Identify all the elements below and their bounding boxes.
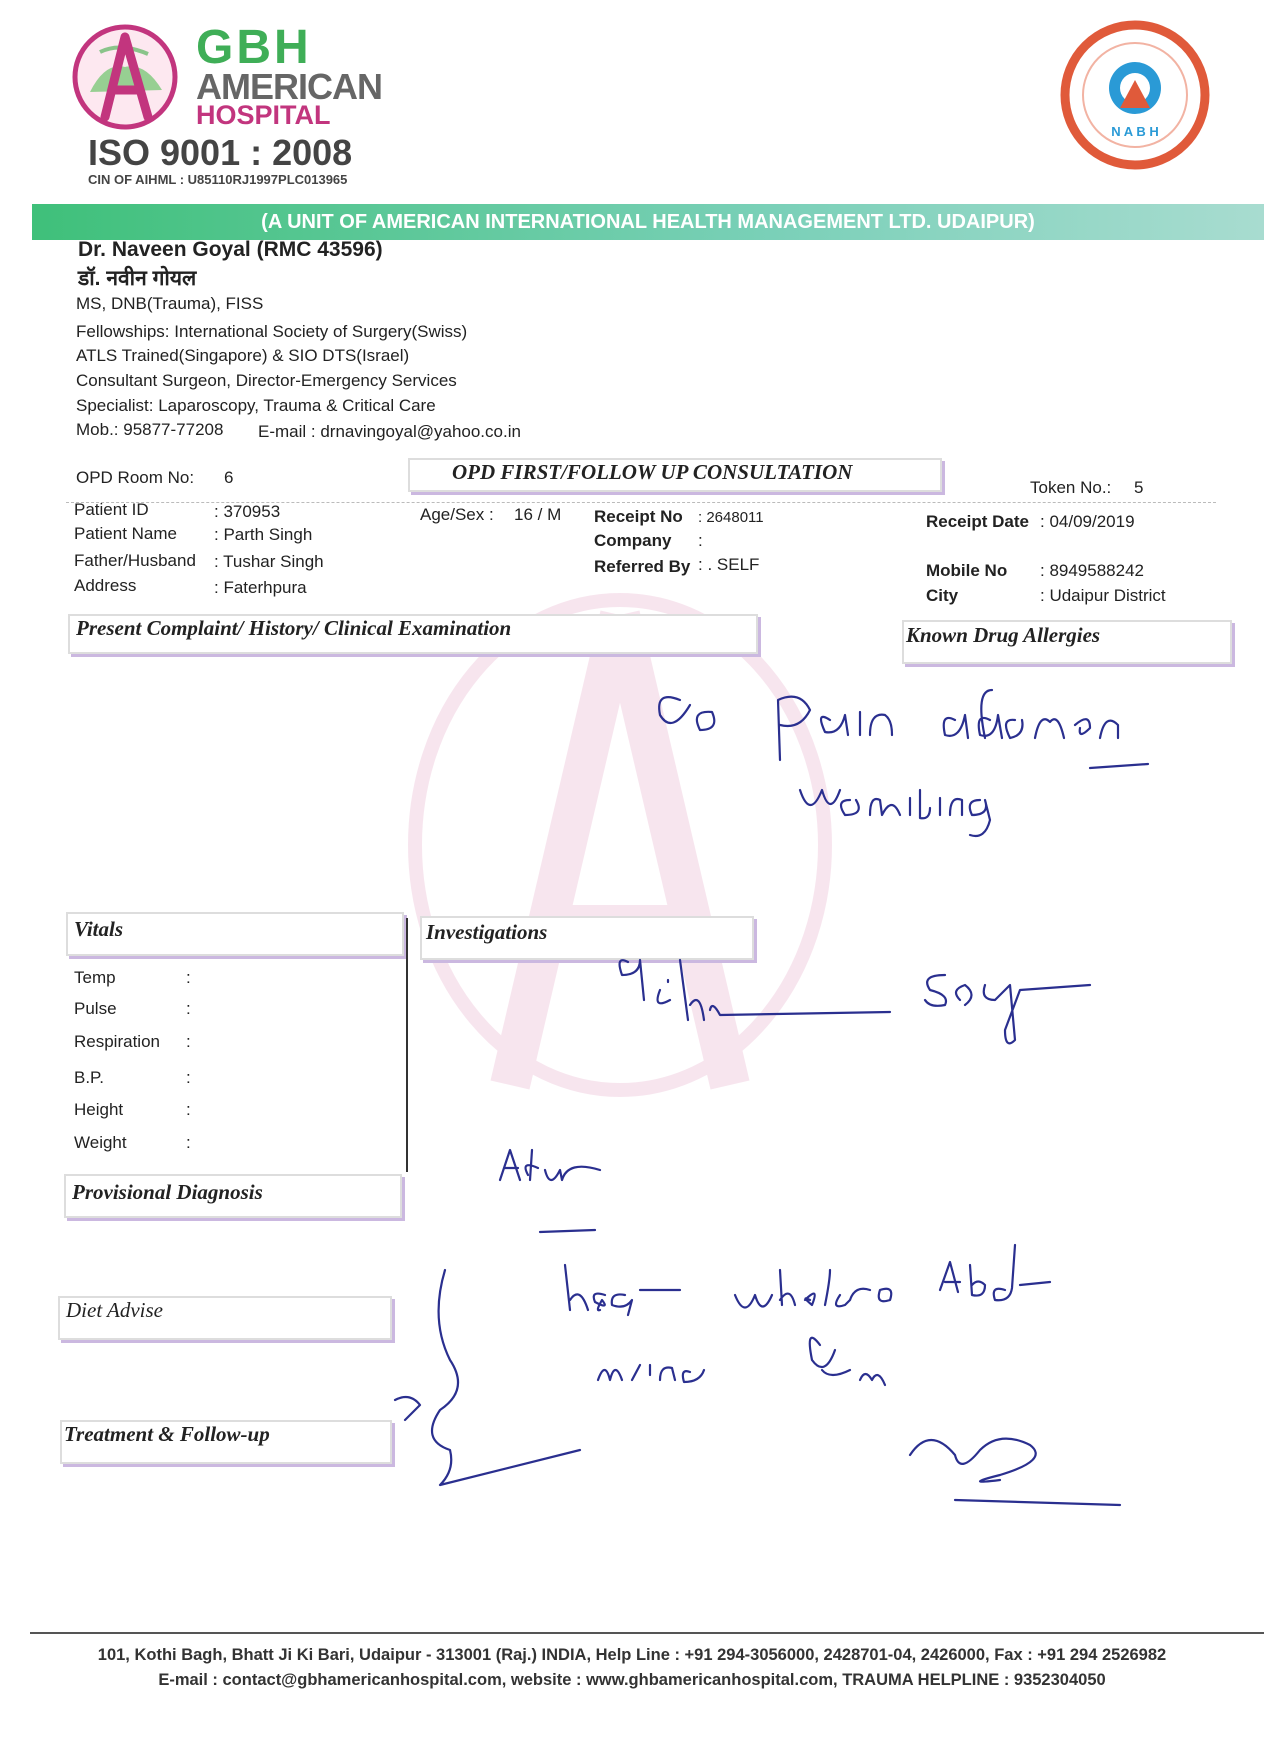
vital-label: Height — [74, 1100, 124, 1119]
patient-name-value: : Parth Singh — [214, 525, 313, 544]
vitals-header: Vitals — [74, 917, 124, 941]
patient-name-label: Patient Name — [74, 524, 177, 543]
opd-room-value: 6 — [224, 468, 234, 487]
age-sex-value: 16 / M — [514, 505, 562, 524]
doctor-email: E-mail : drnavingoyal@yahoo.co.in — [258, 422, 521, 441]
company-label: Company — [594, 531, 672, 550]
doctor-mobile: Mob.: 95877-77208 — [76, 420, 224, 439]
company-value: : — [698, 531, 703, 550]
form-title: OPD FIRST/FOLLOW UP CONSULTATION — [452, 460, 853, 484]
city-value: : Udaipur District — [1040, 586, 1166, 605]
footer-rule — [30, 1632, 1264, 1634]
vital-label: B.P. — [74, 1068, 104, 1087]
doctor-position: Consultant Surgeon, Director-Emergency Services — [76, 371, 457, 390]
referred-by-label: Referred By — [594, 557, 691, 576]
footer-contact: E-mail : contact@gbhamericanhospital.com, website : www.ghbamericanhospital.com, TRAUMA HELPLINE : 9352304050 — [158, 1671, 1106, 1689]
hospital-logo — [70, 22, 180, 132]
age-sex-label: Age/Sex : — [420, 505, 494, 524]
vitals-divider — [406, 918, 408, 1172]
patient-id-value: : 370953 — [214, 502, 281, 521]
doctor-fellowships: Fellowships: International Society of Surgery(Swiss) — [76, 322, 468, 341]
address-label: Address — [74, 576, 137, 595]
doctor-name: Dr. Naveen Goyal (RMC 43596) — [78, 238, 383, 261]
receipt-date-value: : 04/09/2019 — [1040, 512, 1135, 531]
receipt-date-label: Receipt Date — [926, 512, 1029, 531]
nabh-badge — [1060, 20, 1210, 170]
vital-label: Temp — [74, 968, 116, 987]
watermark-logo — [400, 585, 840, 1105]
investigations-header: Investigations — [426, 920, 548, 944]
treatment-header: Treatment & Follow-up — [64, 1422, 270, 1446]
father-value: : Tushar Singh — [214, 552, 324, 571]
footer-address: 101, Kothi Bagh, Bhatt Ji Ki Bari, Udaipur - 313001 (Raj.) INDIA, Help Line : +91 294-3056000, 2428701-04, 2426000, Fax : +91 294 2526982 — [97, 1646, 1167, 1664]
doctor-name-hindi: डॉ. नवीन गोयल — [78, 267, 197, 290]
mobile-value: : 8949588242 — [1040, 561, 1144, 580]
brand-american: AMERICAN — [196, 66, 382, 107]
vital-value: : — [186, 1100, 191, 1119]
vital-value: : — [186, 1133, 191, 1152]
referred-by-value: : . SELF — [698, 555, 760, 574]
complaint-header: Present Complaint/ History/ Clinical Examination — [76, 616, 512, 640]
diet-header: Diet Advise — [66, 1298, 164, 1322]
doctor-degrees: MS, DNB(Trauma), FISS — [76, 294, 264, 313]
token-value: 5 — [1134, 478, 1144, 497]
diagnosis-header: Provisional Diagnosis — [72, 1180, 263, 1204]
patient-id-label: Patient ID — [74, 500, 149, 519]
nabh-letters: N A B H — [1111, 124, 1159, 139]
receipt-no-label: Receipt No — [594, 507, 683, 526]
brand-hospital: HOSPITAL — [196, 100, 331, 130]
address-value: : Faterhpura — [214, 578, 307, 597]
receipt-no-value: : 2648011 — [698, 509, 764, 526]
vital-label: Respiration — [74, 1032, 160, 1051]
mobile-label: Mobile No — [926, 561, 1008, 580]
unit-banner: (A UNIT OF AMERICAN INTERNATIONAL HEALTH MANAGEMENT LTD. UDAIPUR) — [32, 204, 1264, 240]
father-label: Father/Husband — [74, 551, 196, 570]
allergies-header: Known Drug Allergies — [906, 623, 1101, 647]
doctor-training: ATLS Trained(Singapore) & SIO DTS(Israel) — [76, 346, 410, 365]
opd-room-label: OPD Room No: — [76, 468, 195, 487]
vital-value: : — [186, 968, 191, 987]
vital-label: Pulse — [74, 999, 117, 1018]
vital-value: : — [186, 999, 191, 1018]
city-label: City — [926, 586, 959, 605]
vital-value: : — [186, 1032, 191, 1051]
cin-number: CIN OF AIHML : U85110RJ1997PLC013965 — [88, 172, 348, 187]
token-label: Token No.: — [1030, 478, 1112, 497]
vital-value: : — [186, 1068, 191, 1087]
doctor-specialist: Specialist: Laparoscopy, Trauma & Critical Care — [76, 396, 436, 415]
vital-label: Weight — [74, 1133, 127, 1152]
iso-certification: ISO 9001 : 2008 — [88, 132, 353, 173]
brand-gbh: GBH — [196, 21, 312, 74]
